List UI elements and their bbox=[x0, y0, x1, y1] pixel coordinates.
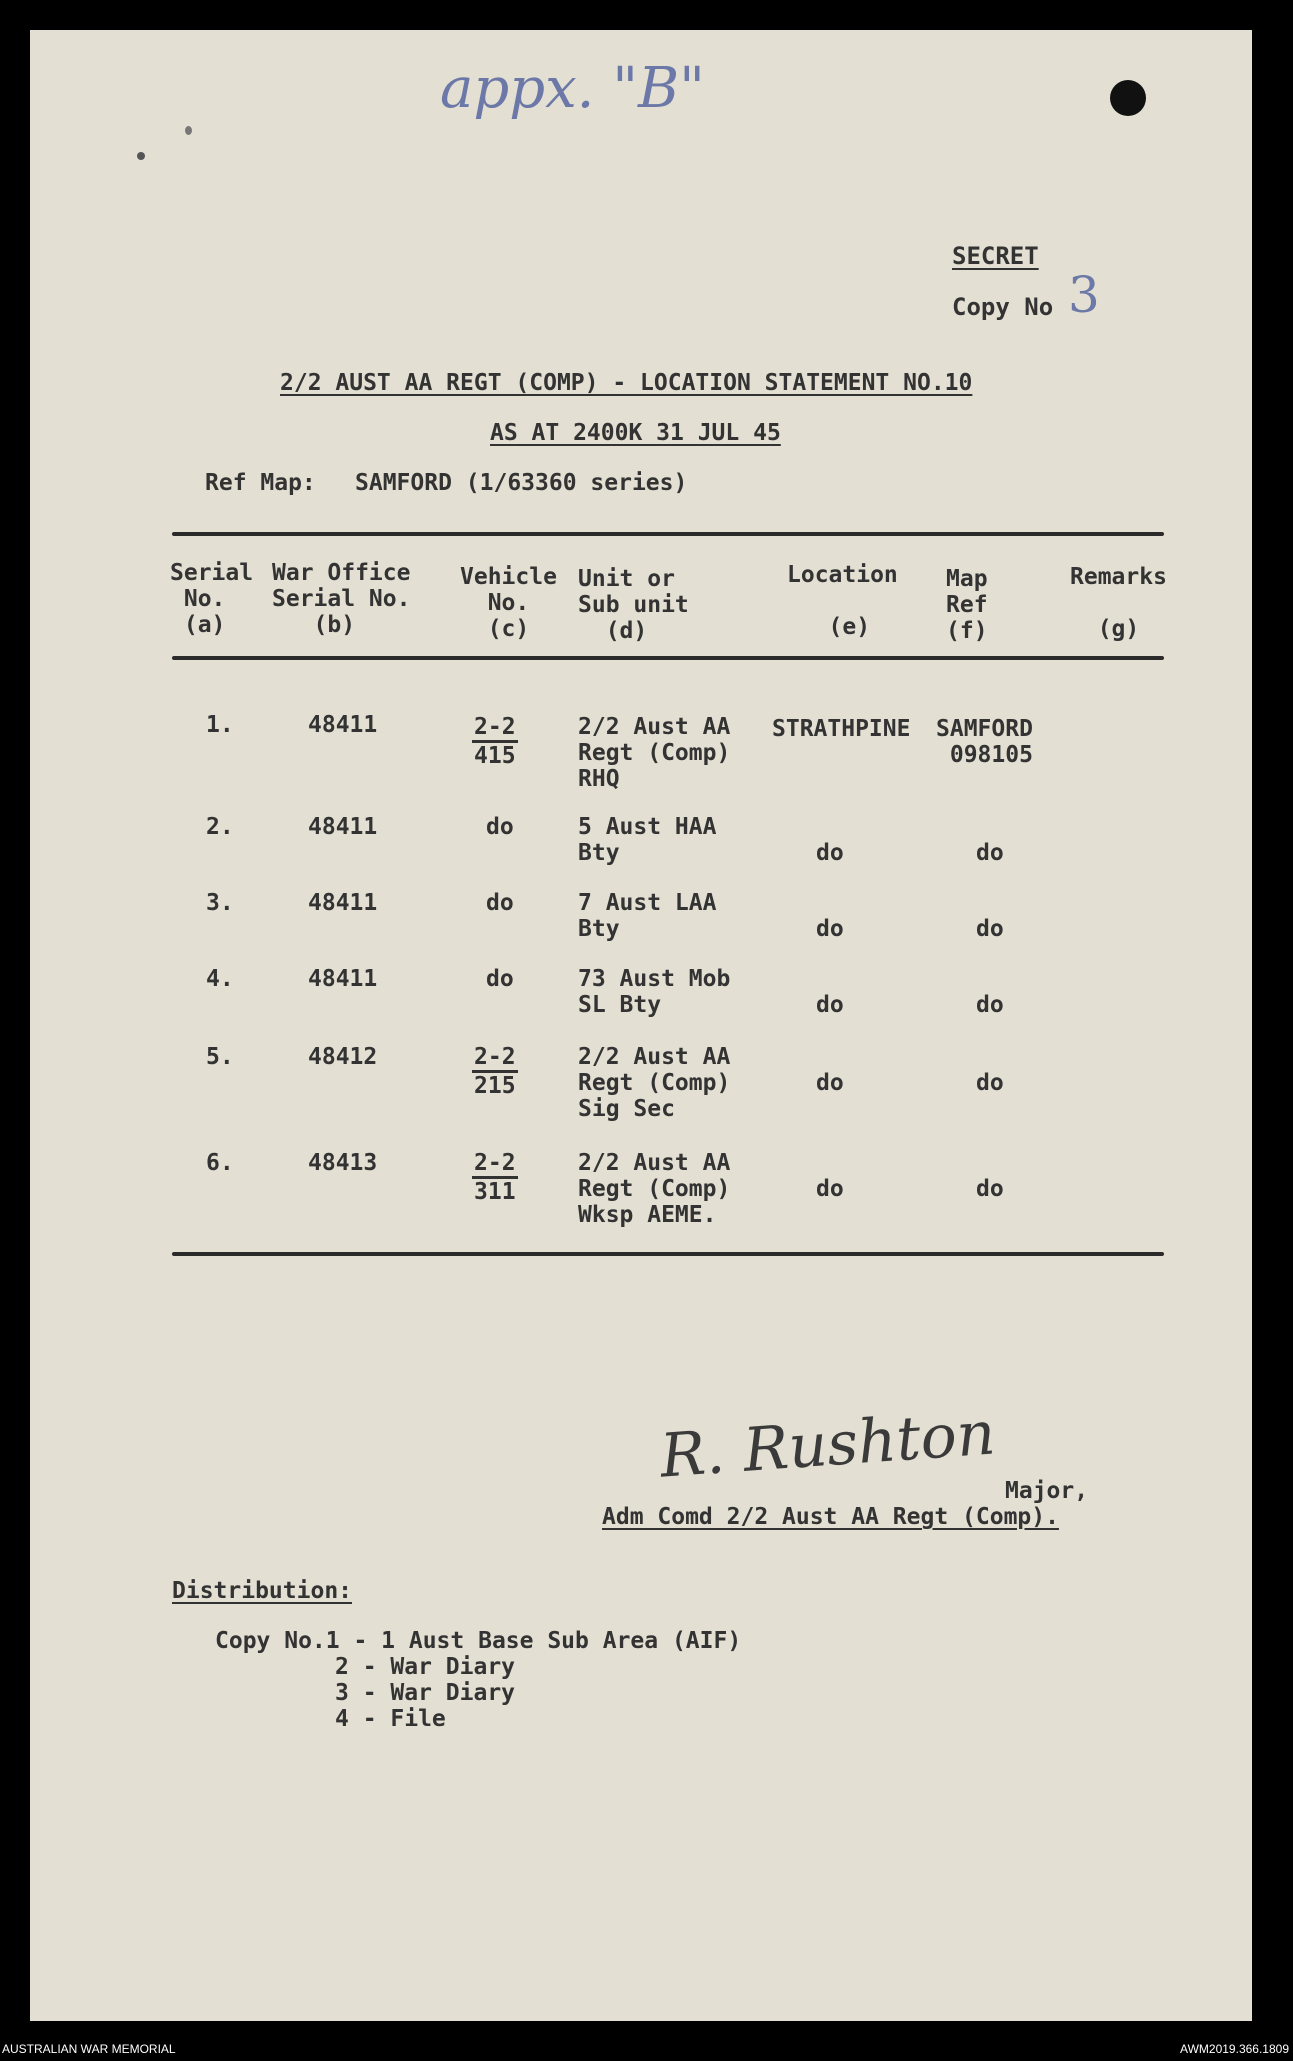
row-2-location: do bbox=[816, 840, 844, 866]
document-page bbox=[30, 30, 1252, 2021]
row-3-unit: 7 Aust LAA Bty bbox=[578, 890, 717, 942]
row-5-unit: 2/2 Aust AA Regt (Comp) Sig Sec bbox=[578, 1044, 731, 1122]
col-header-serial: Serial No. (a) bbox=[170, 560, 254, 638]
row-1-location: STRATHPINE bbox=[772, 716, 911, 742]
col-header-vehicle: Vehicle No. (c) bbox=[460, 564, 557, 642]
ref-map-value: SAMFORD (1/63360 series) bbox=[355, 470, 688, 496]
row-6-war-office: 48413 bbox=[308, 1150, 378, 1176]
distribution-item: 4 - File bbox=[335, 1706, 446, 1732]
row-6-location: do bbox=[816, 1176, 844, 1202]
table-header-rule bbox=[172, 656, 1164, 660]
row-3-map-ref: do bbox=[976, 916, 1004, 942]
row-2-map-ref: do bbox=[976, 840, 1004, 866]
distribution-item: 2 - War Diary bbox=[335, 1654, 516, 1680]
col-header-remarks: Remarks (g) bbox=[1070, 564, 1167, 642]
col-header-location: Location (e) bbox=[787, 562, 898, 640]
vehicle-bottom: 415 bbox=[474, 743, 516, 769]
row-4-unit: 73 Aust Mob SL Bty bbox=[578, 966, 731, 1018]
row-5-location: do bbox=[816, 1070, 844, 1096]
distribution-item: Copy No.1 - 1 Aust Base Sub Area (AIF) bbox=[215, 1628, 742, 1654]
row-5-map-ref: do bbox=[976, 1070, 1004, 1096]
as-at-date: AS AT 2400K 31 JUL 45 bbox=[490, 420, 781, 446]
vehicle-top: 2-2 bbox=[472, 1150, 518, 1179]
footer-left: AUSTRALIAN WAR MEMORIAL bbox=[2, 2042, 176, 2056]
appendix-annotation: appx. "B" bbox=[440, 56, 705, 121]
row-2-vehicle: do bbox=[486, 814, 514, 840]
pin-hole bbox=[185, 126, 192, 135]
row-2-serial: 2. bbox=[206, 814, 234, 840]
footer-right: AWM2019.366.1809 bbox=[1180, 2042, 1289, 2056]
vehicle-bottom: 215 bbox=[474, 1073, 516, 1099]
vehicle-bottom: 311 bbox=[474, 1179, 516, 1205]
row-2-unit: 5 Aust HAA Bty bbox=[578, 814, 717, 866]
signatory-appointment: Adm Comd 2/2 Aust AA Regt (Comp). bbox=[602, 1504, 1059, 1530]
table-bottom-rule bbox=[172, 1252, 1164, 1256]
row-1-unit: 2/2 Aust AA Regt (Comp) RHQ bbox=[578, 714, 731, 792]
table-top-rule bbox=[172, 532, 1164, 536]
vehicle-top: 2-2 bbox=[472, 1044, 518, 1073]
signature: R. Rushton bbox=[657, 1398, 998, 1492]
vehicle-top: 2-2 bbox=[472, 714, 518, 743]
row-5-serial: 5. bbox=[206, 1044, 234, 1070]
row-6-map-ref: do bbox=[976, 1176, 1004, 1202]
pin-hole bbox=[137, 152, 145, 160]
row-5-vehicle bbox=[472, 1044, 518, 1099]
row-1-vehicle bbox=[472, 714, 518, 769]
row-1-serial: 1. bbox=[206, 712, 234, 738]
row-6-vehicle bbox=[472, 1150, 518, 1205]
row-2-war-office: 48411 bbox=[308, 814, 378, 840]
row-3-war-office: 48411 bbox=[308, 890, 378, 916]
row-3-serial: 3. bbox=[206, 890, 234, 916]
distribution-heading: Distribution: bbox=[172, 1578, 353, 1604]
copy-label: Copy No bbox=[952, 293, 1054, 321]
row-5-war-office: 48412 bbox=[308, 1044, 378, 1070]
row-4-war-office: 48411 bbox=[308, 966, 378, 992]
row-4-location: do bbox=[816, 992, 844, 1018]
ref-map-label: Ref Map: bbox=[205, 470, 316, 496]
row-6-serial: 6. bbox=[206, 1150, 234, 1176]
punch-hole bbox=[1110, 80, 1146, 116]
row-4-map-ref: do bbox=[976, 992, 1004, 1018]
col-header-war-office: War Office Serial No. (b) bbox=[272, 560, 411, 638]
col-header-map-ref: Map Ref (f) bbox=[946, 566, 988, 644]
document-title: 2/2 AUST AA REGT (COMP) - LOCATION STATEMENT NO.10 bbox=[280, 370, 973, 396]
copy-number: 3 bbox=[1068, 266, 1100, 324]
col-header-unit: Unit or Sub unit (d) bbox=[578, 566, 689, 644]
row-6-unit: 2/2 Aust AA Regt (Comp) Wksp AEME. bbox=[578, 1150, 731, 1228]
row-1-war-office: 48411 bbox=[308, 712, 378, 738]
distribution-item: 3 - War Diary bbox=[335, 1680, 516, 1706]
row-3-vehicle: do bbox=[486, 890, 514, 916]
row-4-vehicle: do bbox=[486, 966, 514, 992]
row-3-location: do bbox=[816, 916, 844, 942]
classification: SECRET bbox=[952, 242, 1039, 270]
row-1-map-ref: SAMFORD 098105 bbox=[936, 716, 1033, 768]
signatory-rank: Major, bbox=[1005, 1478, 1089, 1504]
row-4-serial: 4. bbox=[206, 966, 234, 992]
